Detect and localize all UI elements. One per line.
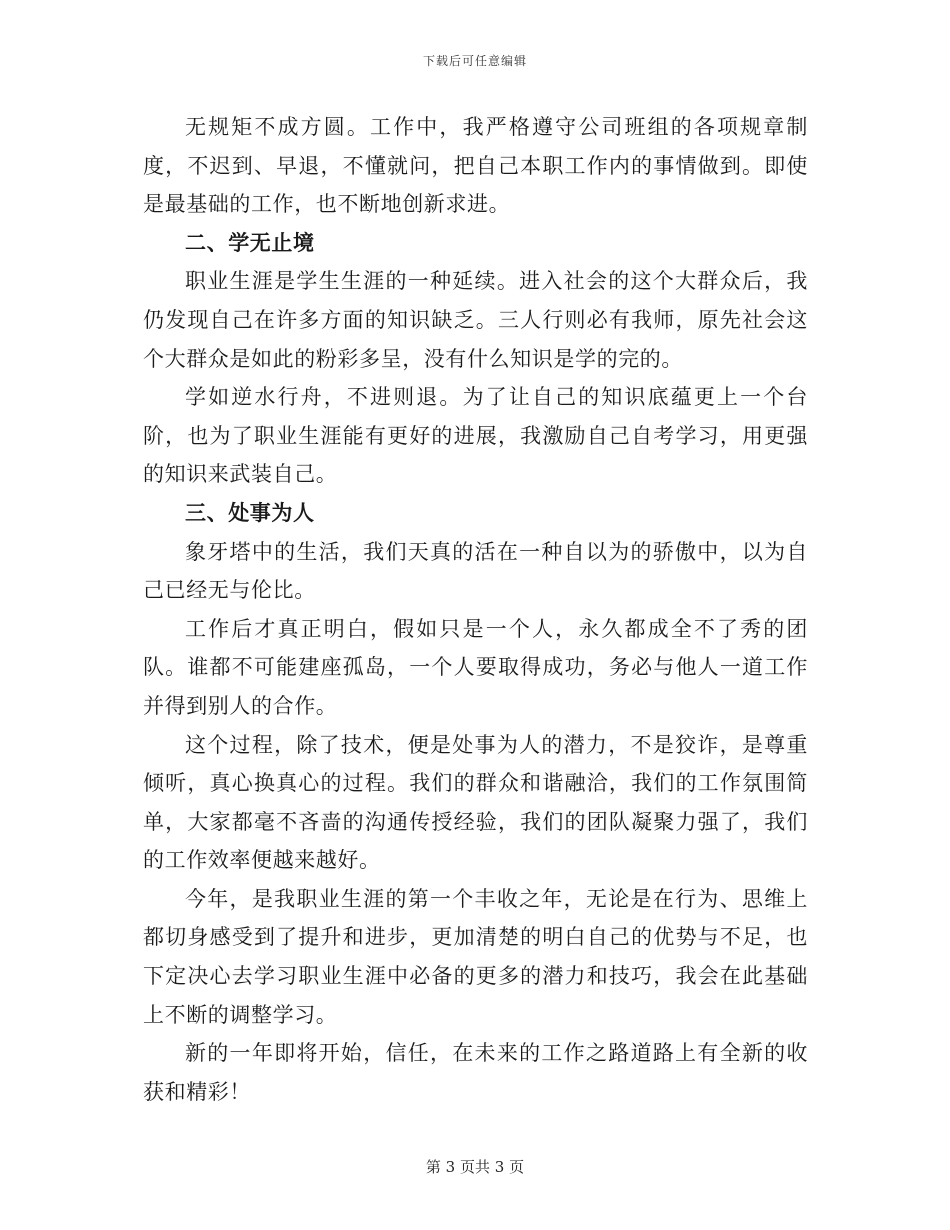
paragraph-career-continuation: 职业生涯是学生生涯的一种延续。进入社会的这个大群众后，我仍发现自己在许多方面的知识缺乏。三人行则必有我师，原先社会这个大群众是如此的粉彩多呈，没有什么知识是学的完的。: [143, 269, 808, 371]
paragraph-harvest-year: 今年，是我职业生涯的第一个丰收之年，无论是在行为、思维上都切身感受到了提升和进步，更加清楚的明白自己的优势与不足，也下定决心去学习职业生涯中必备的更多的潜力和技巧，我会在此基础上不断的调整学习。: [143, 886, 808, 1027]
paragraph-self-study: 学如逆水行舟，不进则退。为了让自己的知识底蕴更上一个台阶，也为了职业生涯能有更好的进展，我激励自己自考学习，用更强的知识来武装自己。: [143, 385, 808, 487]
paragraph-ivory-tower: 象牙塔中的生活，我们天真的活在一种自以为的骄傲中，以为自己已经无与伦比。: [143, 539, 808, 603]
paragraph-rules: 无规矩不成方圆。工作中，我严格遵守公司班组的各项规章制度，不迟到、早退，不懂就问，把自己本职工作内的事情做到。即使是最基础的工作，也不断地创新求进。: [143, 115, 808, 217]
document-body: [143, 108, 808, 1111]
page-header: 下载后可任意编辑: [422, 54, 527, 68]
paragraph-teamwork: 工作后才真正明白，假如只是一个人，永久都成全不了秀的团队。谁都不可能建座孤岛，一个人要取得成功，务必与他人一道工作并得到别人的合作。: [143, 616, 808, 718]
paragraph-process: 这个过程，除了技术，便是处事为人的潜力，不是狡诈，是尊重倾听，真心换真心的过程。我们的群众和谐融洽，我们的工作氛围简单，大家都毫不吝啬的沟通传授经验，我们的团队凝聚力强了，我们的工作效率便越来越好。: [143, 732, 808, 873]
paragraph-new-year: 新的一年即将开始，信任，在未来的工作之路道路上有全新的收获和精彩！: [143, 1041, 808, 1104]
page-footer: 第 3 页共 3 页: [425, 1158, 525, 1176]
section-heading-conduct: 三、处事为人: [185, 499, 315, 525]
section-heading-learning: 二、学无止境: [185, 229, 315, 255]
